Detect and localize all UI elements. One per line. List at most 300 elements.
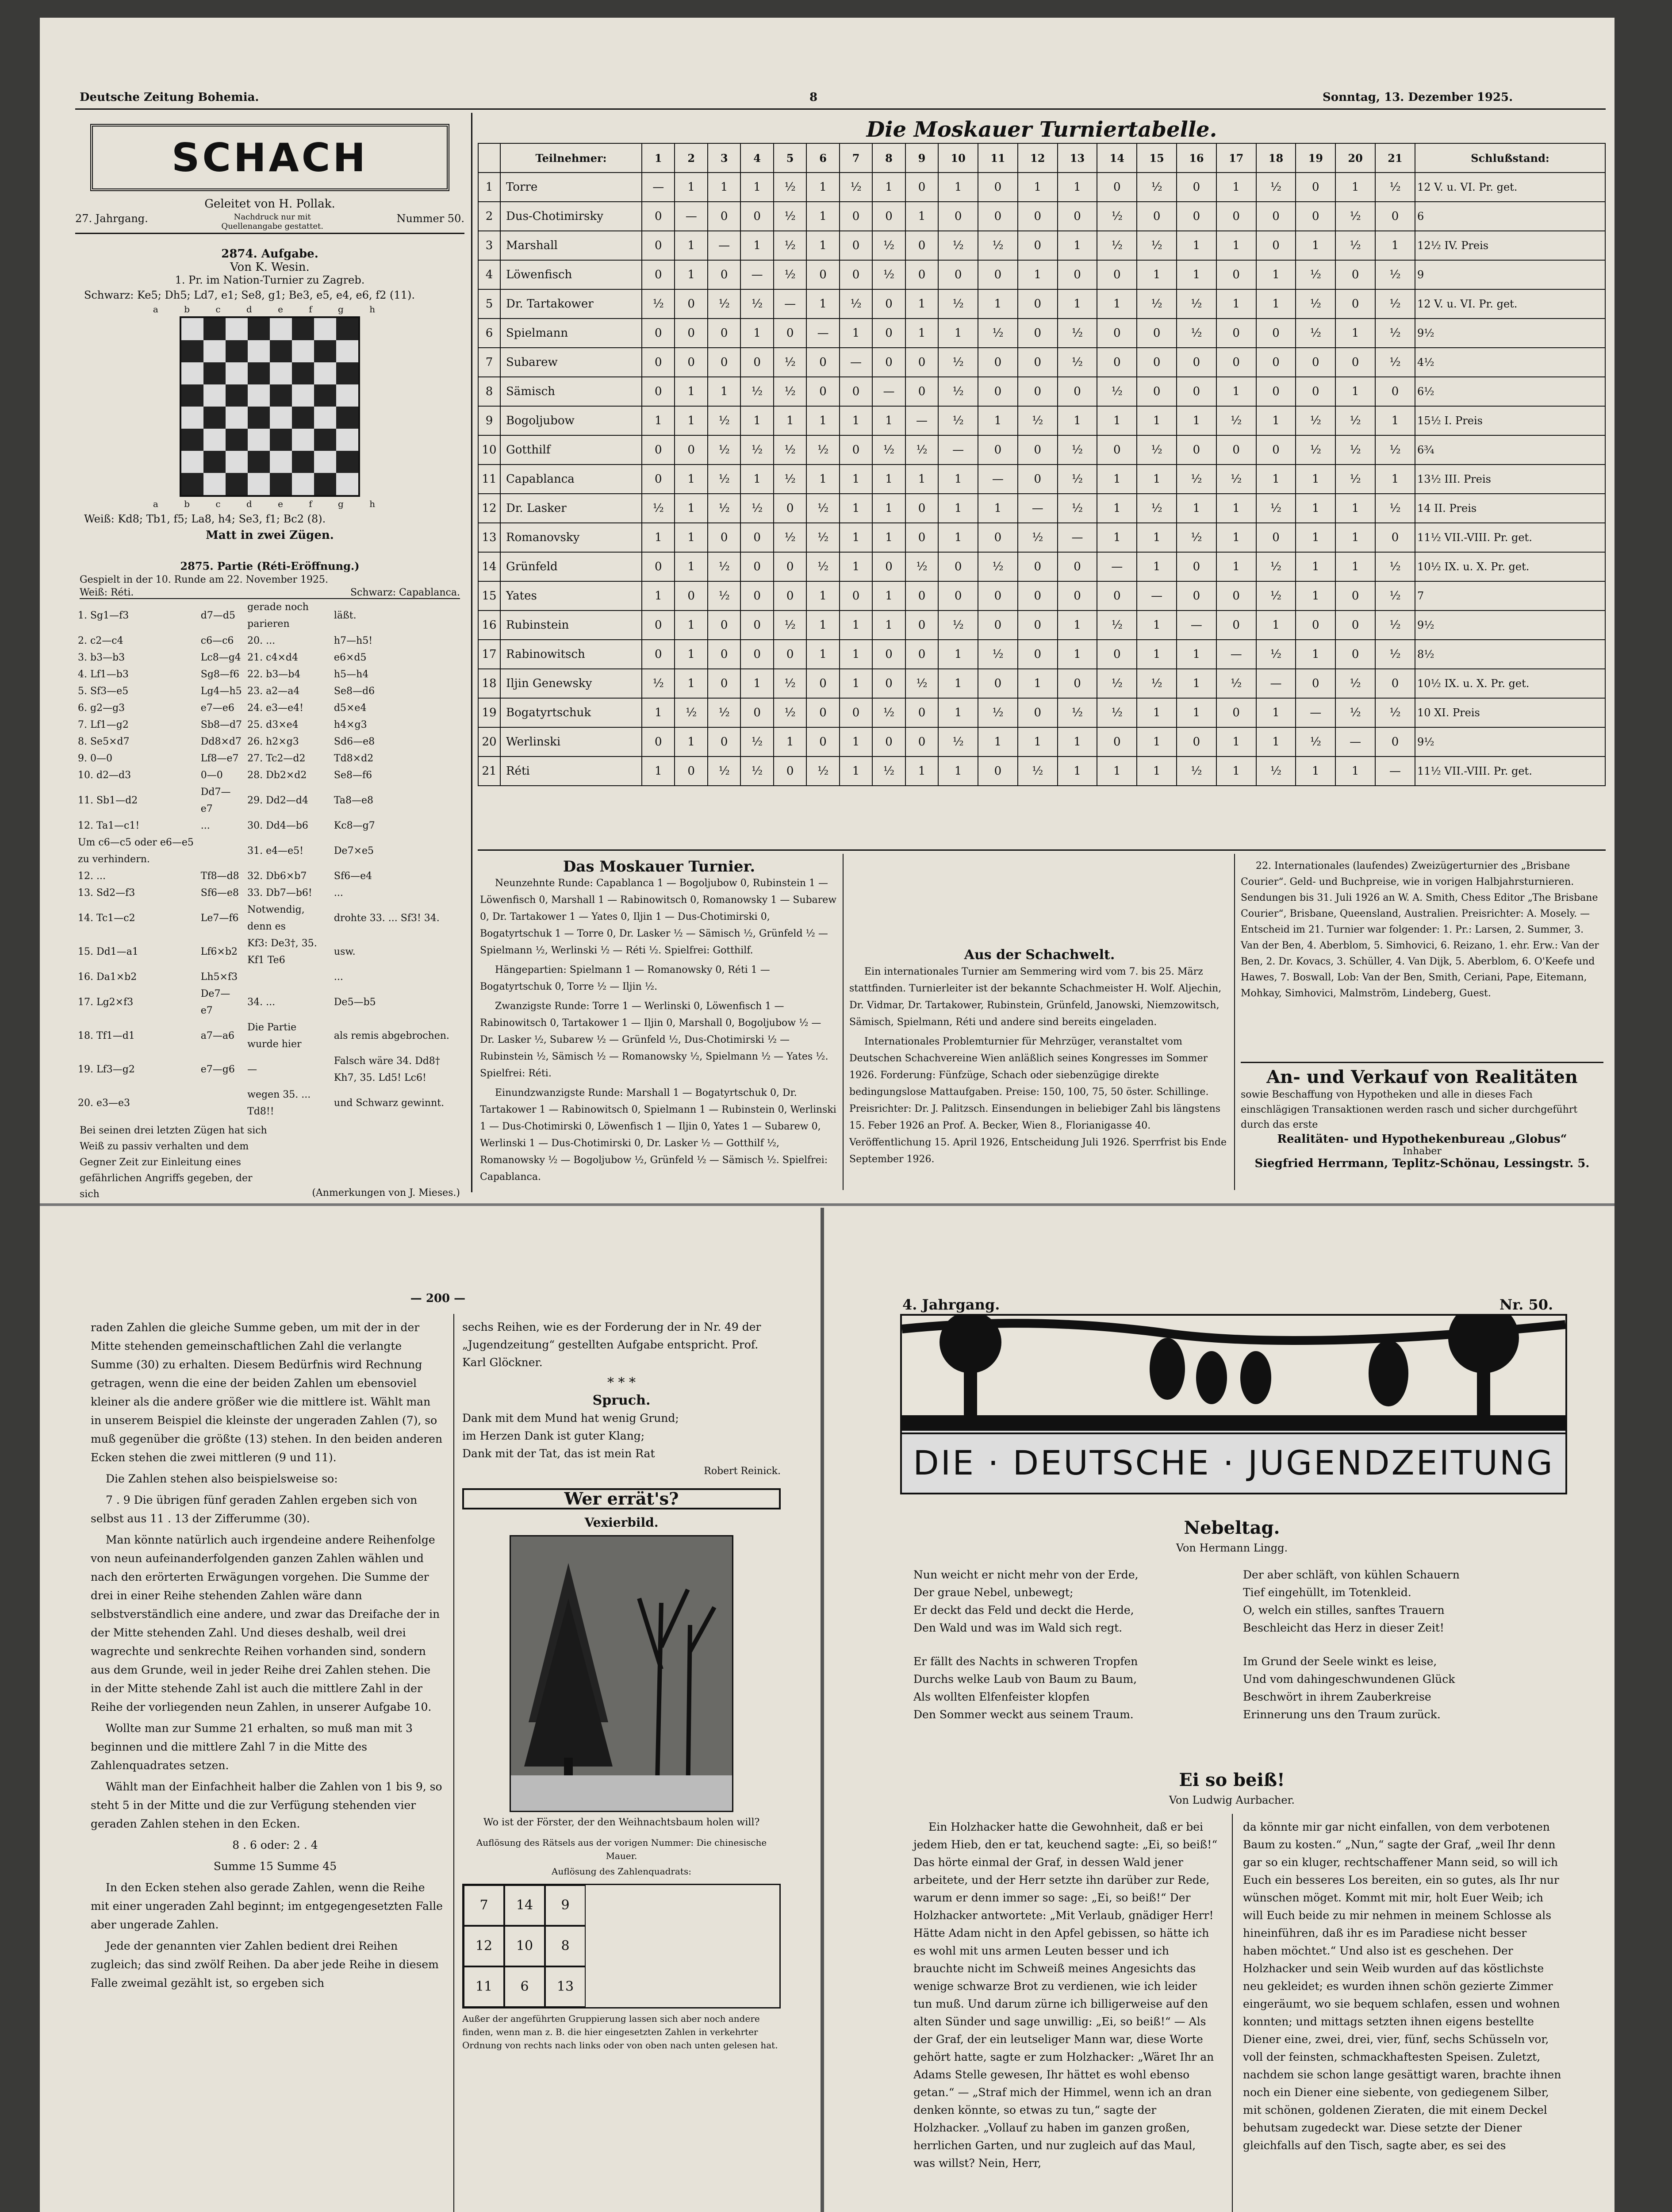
result-cell: 1 (1296, 640, 1335, 669)
board-square (248, 407, 270, 429)
board-square (270, 362, 292, 384)
result-cell: 0 (840, 377, 872, 406)
result-cell: 0 (1335, 348, 1375, 377)
result-cell: 1 (740, 465, 773, 494)
result-cell: ½ (872, 698, 905, 727)
result-cell: ½ (1335, 231, 1375, 260)
result-cell: 0 (1375, 669, 1415, 698)
result-cell: 0 (872, 640, 905, 669)
board-square (248, 384, 270, 407)
result-cell: 1 (1256, 260, 1296, 289)
result-cell: 0 (1256, 202, 1296, 231)
board-files-top: a b c d e f g h (153, 304, 387, 315)
result-cell: ½ (1296, 260, 1335, 289)
result-cell: 0 (978, 435, 1018, 465)
result-cell: 1 (1097, 465, 1137, 494)
result-cell: 0 (840, 581, 872, 611)
magic-square-cell: 6 (504, 1966, 545, 2007)
result-cell: 0 (708, 202, 740, 231)
result-cell: 1 (1256, 698, 1296, 727)
spruch-line-1: Dank mit dem Mund hat wenig Grund; (462, 1412, 679, 1425)
result-cell: 0 (905, 494, 938, 523)
result-cell: ½ (938, 611, 978, 640)
result-cell: 0 (905, 231, 938, 260)
schach-nummer: Nummer 50. (396, 212, 464, 225)
result-cell: 1 (740, 231, 773, 260)
result-cell: ½ (1335, 698, 1375, 727)
table-row (478, 319, 1605, 348)
move-cell: Sg8—f6 (200, 669, 240, 680)
turnier-round-21: Einundzwanzigste Runde: Marshall 1 — Bogatyrtschuk 0, Dr. Tartakower 1 — Rabinowitsch 0, Spielmann 1 — Rubinstein 0, Werlinski 1 — Dus-Chotimirski 0, Löwenfisch 1 — Iljin 0, Yates 1 — Subarew 0, Werlinski 1 — Dus-Chotimirski 0, Dr. Lasker ½ — Gotthilf ½, Romanowsky ½ — Bogoljubow ½, Grünfeld ½ — Sämisch ½. Spielfrei: Capablanca. (480, 1087, 836, 1183)
header-date: Sonntag, 13. Dezember 1925. (1323, 91, 1513, 104)
result-cell: ½ (774, 260, 806, 289)
move-cell: gerade noch parieren (247, 602, 309, 630)
result-cell: 0 (1335, 289, 1375, 319)
chess-board (180, 316, 360, 497)
board-square (336, 407, 358, 429)
tournament-table (478, 143, 1606, 786)
result-cell: ½ (978, 640, 1018, 669)
move-cell: Td8×d2 (334, 753, 374, 764)
result-cell: ½ (1375, 640, 1415, 669)
result-cell: 0 (840, 698, 872, 727)
result-cell: 0 (1018, 202, 1058, 231)
result-cell: 1 (1335, 494, 1375, 523)
magic-square-cell: 13 (545, 1966, 586, 2007)
board-square (248, 318, 270, 340)
row-number: 15 (478, 581, 500, 611)
result-cell: 0 (740, 523, 773, 552)
result-cell: ½ (1375, 289, 1415, 319)
wer-errats-box: Wer errät's? (462, 1488, 781, 1509)
result-cell: 0 (840, 202, 872, 231)
final-standing: 10½ IX. u. X. Pr. get. (1415, 669, 1605, 698)
result-cell: 0 (708, 260, 740, 289)
result-cell: 1 (938, 523, 978, 552)
result-cell: 1 (675, 640, 707, 669)
newspaper-page (40, 18, 1614, 2212)
move-cell: 20. e3—e3 (78, 1098, 130, 1109)
row-number: 13 (478, 523, 500, 552)
board-square (314, 451, 336, 473)
result-cell: ½ (1335, 669, 1375, 698)
result-cell: 1 (806, 640, 839, 669)
result-cell: 0 (1335, 581, 1375, 611)
result-cell: — (1018, 494, 1058, 523)
result-cell: 1 (938, 173, 978, 202)
result-cell: 1 (978, 494, 1018, 523)
result-cell: ½ (740, 494, 773, 523)
round-col-header: 8 (872, 143, 905, 173)
result-cell: ½ (708, 581, 740, 611)
result-cell: 1 (1058, 231, 1097, 260)
result-cell: 0 (774, 581, 806, 611)
board-square (203, 451, 226, 473)
move-cell: Sb8—d7 (200, 719, 242, 730)
board-square (314, 340, 336, 362)
result-cell: ½ (675, 698, 707, 727)
move-cell: Kc8—g7 (334, 820, 375, 831)
poem-line: Den Wald und was im Wald sich regt. (913, 1621, 1123, 1634)
story-col-right (1243, 1818, 1561, 2157)
result-cell: ½ (1058, 494, 1097, 523)
vexierbild-title: Vexierbild. (584, 1515, 659, 1530)
move-cell: ... (334, 887, 343, 899)
result-cell: — (708, 231, 740, 260)
result-cell: ½ (708, 406, 740, 435)
move-cell: usw. (334, 946, 356, 957)
result-cell: 1 (1296, 581, 1335, 611)
move-cell: e7—g6 (200, 1064, 235, 1075)
result-cell: 0 (1216, 260, 1256, 289)
result-cell: 0 (1137, 348, 1177, 377)
result-cell: ½ (1375, 698, 1415, 727)
result-cell: ½ (774, 348, 806, 377)
move-cell: ... (334, 972, 343, 983)
article-p3: 7 . 9 Die übrigen fünf geraden Zahlen ergeben sich von selbst aus 11 . 13 der Zifferumme (30). (91, 1494, 418, 1525)
result-cell: 0 (806, 669, 839, 698)
result-cell: 1 (938, 465, 978, 494)
result-cell: 0 (1058, 377, 1097, 406)
result-cell: 0 (938, 202, 978, 231)
move-row (75, 784, 464, 818)
result-cell: 1 (978, 406, 1018, 435)
result-cell: ½ (1335, 465, 1375, 494)
participant-name: Subarew (500, 348, 642, 377)
round-col-header: 18 (1256, 143, 1296, 173)
result-cell: 0 (806, 260, 839, 289)
result-cell: 0 (708, 640, 740, 669)
participant-name: Rubinstein (500, 611, 642, 640)
result-cell: 1 (938, 698, 978, 727)
problem-source: 1. Pr. im Nation-Turnier zu Zagreb. (175, 274, 365, 286)
result-cell: ½ (1256, 581, 1296, 611)
result-cell: 1 (675, 260, 707, 289)
result-cell: ½ (1256, 173, 1296, 202)
move-cell: d5×e4 (334, 703, 367, 714)
result-cell: ½ (1177, 289, 1216, 319)
row-number: 11 (478, 465, 500, 494)
move-cell: Lf8—e7 (200, 753, 239, 764)
schach-copyright: Nachdruck nur mit Quellenangabe gestattet. (221, 212, 323, 231)
magic-square-cell: 8 (545, 1926, 586, 1966)
table-row (478, 757, 1605, 786)
result-cell: 0 (1137, 319, 1177, 348)
result-cell: 1 (675, 231, 707, 260)
move-cell: e7—e6 (200, 703, 234, 714)
round-col-header: 9 (905, 143, 938, 173)
result-cell: 0 (708, 727, 740, 757)
poem-line: Und vom dahingeschwundenen Glück (1243, 1673, 1455, 1686)
move-row (75, 683, 464, 700)
result-cell: ½ (774, 173, 806, 202)
result-cell: ½ (978, 552, 1018, 581)
result-cell: 1 (1097, 289, 1137, 319)
result-cell: 1 (675, 406, 707, 435)
move-cell: Ta8—e8 (334, 795, 374, 806)
header-left: Deutsche Zeitung Bohemia. (80, 91, 259, 104)
result-cell: ½ (1137, 669, 1177, 698)
result-cell: 1 (978, 289, 1018, 319)
result-cell: 1 (872, 494, 905, 523)
schach-logo: SCHACH (172, 134, 368, 180)
article-p8: Summe 15 Summe 45 (213, 1860, 337, 1873)
move-row (75, 885, 464, 902)
board-square (292, 407, 314, 429)
result-cell: 1 (1097, 757, 1137, 786)
move-cell: 15. Dd1—a1 (78, 946, 138, 957)
result-cell: ½ (1058, 348, 1097, 377)
result-cell: ½ (1058, 698, 1097, 727)
move-cell: h4×g3 (334, 719, 367, 730)
result-cell: 1 (1375, 465, 1415, 494)
result-cell: 1 (1296, 757, 1335, 786)
board-square (203, 473, 226, 495)
result-cell: 0 (1097, 319, 1137, 348)
move-row (75, 1019, 464, 1053)
game-note: Bei seinen drei letzten Zügen hat sich Weiß zu passiv verhalten und dem Gegner Zeit zur Einleitung eines gefährlichen Angriffs gegeben, der sich (80, 1125, 267, 1200)
move-row (75, 834, 464, 868)
final-standing: 7 (1415, 581, 1605, 611)
result-cell: ½ (1018, 523, 1058, 552)
result-cell: ½ (740, 289, 773, 319)
board-square (336, 473, 358, 495)
result-cell: ½ (806, 552, 839, 581)
move-cell: Dd7—e7 (200, 787, 231, 814)
result-cell: 1 (1058, 727, 1097, 757)
result-cell: 1 (1018, 260, 1058, 289)
result-cell: — (905, 406, 938, 435)
ad-owner: Siegfried Herrmann, Teplitz-Schönau, Lessingstr. 5. (1254, 1157, 1590, 1170)
round-col-header: 6 (806, 143, 839, 173)
board-square (270, 473, 292, 495)
result-cell: 1 (1216, 552, 1256, 581)
result-cell: 0 (774, 757, 806, 786)
result-cell: ½ (905, 435, 938, 465)
result-cell: 1 (740, 173, 773, 202)
result-cell: ½ (806, 523, 839, 552)
poem-title: Nebeltag. (1184, 1517, 1280, 1538)
participant-name: Capablanca (500, 465, 642, 494)
game-white: Weiß: Réti. (80, 587, 134, 598)
move-row (75, 1087, 464, 1120)
winter-forest-illustration (511, 1536, 732, 1811)
table-row (478, 377, 1605, 406)
result-cell: 1 (774, 406, 806, 435)
move-cell: 0—0 (200, 770, 223, 781)
result-cell: 1 (1375, 406, 1415, 435)
result-cell: 0 (740, 202, 773, 231)
result-cell: — (840, 348, 872, 377)
participant-name: Iljin Genewsky (500, 669, 642, 698)
game-played: Gespielt in der 10. Runde am 22. November 1925. (80, 574, 329, 585)
problem-mate: Matt in zwei Zügen. (206, 529, 334, 542)
board-square (203, 362, 226, 384)
result-cell: 0 (642, 377, 675, 406)
final-standing: 15½ I. Preis (1415, 406, 1605, 435)
result-cell: 1 (938, 640, 978, 669)
silhouette-children-icon (902, 1316, 1565, 1431)
final-standing: 6¾ (1415, 435, 1605, 465)
result-cell: ½ (1256, 757, 1296, 786)
row-number: 16 (478, 611, 500, 640)
poem-line: Nun weicht er nicht mehr von der Erde, (913, 1568, 1139, 1581)
board-square (270, 429, 292, 451)
result-cell: 0 (740, 640, 773, 669)
round-col-header: 1 (642, 143, 675, 173)
row-number: 6 (478, 319, 500, 348)
result-cell: ½ (1177, 319, 1216, 348)
move-cell: 28. Db2×d2 (247, 770, 307, 781)
result-cell: 0 (1256, 348, 1296, 377)
final-standing: 10 XI. Preis (1415, 698, 1605, 727)
result-cell: 1 (1137, 465, 1177, 494)
result-cell: 1 (1097, 406, 1137, 435)
row-number: 7 (478, 348, 500, 377)
move-cell: De7—e7 (200, 988, 230, 1016)
result-cell: 0 (905, 581, 938, 611)
table-row (478, 231, 1605, 260)
story-col-left (913, 1818, 1219, 2175)
move-cell (198, 834, 245, 868)
result-cell: ½ (1375, 173, 1415, 202)
result-cell: ½ (978, 231, 1018, 260)
spruch-author: Robert Reinick. (704, 1466, 781, 1477)
result-cell: 0 (806, 727, 839, 757)
poem-author: Von Hermann Lingg. (1176, 1542, 1288, 1554)
result-cell: 0 (1216, 319, 1256, 348)
result-cell: 1 (978, 727, 1018, 757)
result-cell: 0 (1018, 435, 1058, 465)
move-cell: 23. a2—a4 (247, 686, 300, 697)
move-row (75, 700, 464, 717)
result-cell: 1 (1216, 231, 1256, 260)
result-cell: 0 (905, 698, 938, 727)
result-cell: 1 (675, 727, 707, 757)
result-cell: 0 (642, 348, 675, 377)
result-cell: ½ (774, 698, 806, 727)
result-cell: 0 (1177, 348, 1216, 377)
board-square (336, 340, 358, 362)
result-cell: 1 (1058, 173, 1097, 202)
board-square (181, 318, 203, 340)
result-cell: 0 (1296, 377, 1335, 406)
result-cell: 0 (1058, 202, 1097, 231)
final-standing: 13½ III. Preis (1415, 465, 1605, 494)
move-cell: als remis abgebrochen. (334, 1030, 449, 1041)
result-cell: 0 (1177, 202, 1216, 231)
result-cell: — (740, 260, 773, 289)
result-cell: 1 (675, 173, 707, 202)
result-cell: ½ (774, 377, 806, 406)
poem-line: Als wollten Elfenfeister klopfen (913, 1690, 1090, 1703)
magic-square (462, 1884, 781, 2008)
result-cell: ½ (708, 494, 740, 523)
result-cell: 1 (1058, 611, 1097, 640)
result-cell: 0 (978, 757, 1018, 786)
result-cell: — (675, 202, 707, 231)
move-cell: 16. Da1×b2 (78, 972, 137, 983)
board-square (336, 451, 358, 473)
poem-line: Durchs welke Laub von Baum zu Baum, (913, 1673, 1137, 1686)
result-cell: 0 (642, 465, 675, 494)
result-cell: — (642, 173, 675, 202)
board-square (292, 429, 314, 451)
board-square (181, 473, 203, 495)
participant-name: Spielmann (500, 319, 642, 348)
table-row (478, 640, 1605, 669)
move-cell: Lg4—h5 (200, 686, 242, 697)
result-cell: 0 (1018, 640, 1058, 669)
board-square (270, 407, 292, 429)
result-cell: 1 (1335, 173, 1375, 202)
result-cell: 0 (840, 260, 872, 289)
result-cell: 0 (1018, 231, 1058, 260)
result-cell: 0 (1177, 727, 1216, 757)
result-cell: ½ (905, 669, 938, 698)
result-cell: — (1097, 552, 1137, 581)
move-cell: c6—c6 (200, 635, 234, 646)
move-cell: Notwendig, denn es (247, 904, 305, 932)
board-square (248, 451, 270, 473)
result-cell: 0 (1335, 611, 1375, 640)
result-cell: ½ (1256, 494, 1296, 523)
move-cell: Lc8—g4 (200, 652, 241, 663)
vexierbild-image (510, 1535, 733, 1812)
board-square (226, 429, 248, 451)
board-square (203, 429, 226, 451)
result-cell: 1 (1137, 260, 1177, 289)
result-cell: 0 (1097, 435, 1137, 465)
board-square (226, 407, 248, 429)
magic-square-cell: 10 (504, 1926, 545, 1966)
story-left-text: Ein Holzhacker hatte die Gewohnheit, daß er bei jedem Hieb, den er tat, keuchend sagte: „Ei, so beiß!“ Das hörte einmal der Graf, in dessen Wald jener arbeitete, und der Herr setzte ihn darüber zur Rede, warum er denn immer so sage: „Ei, so beiß!“ Der Holzhacker antwortete: „Mit Verlaub, gnädiger Herr! Hätte Adam nicht in den Apfel gebissen, so hätte ich es wohl mit uns armen Leuten besser und ich brauchte nicht im Schweiß meines Angesichts das wenige schwarze Brot zu verdienen, wie ich leider tun muß. Und darum zürne ich billigerweise auf den alten Sünder und sage unwillig: „Ei, so beiß!“ — Als der Graf, der ein leutseliger Mann war, diese Worte gehört hatte, sagte er zum Holzhacker: „Wäret Ihr an Adams Stelle gewesen, Ihr hättet es wohl ebenso getan.“ — „Straf mich der Himmel, wenn ich an dran denken könnte, so etwas zu tun,“ sagte der Holzhacker. „Vollauf zu haben im ganzen großen, herrlichen Garten, und nur zugleich auf das Maul, was willst? Nein, Herr, (913, 1820, 1218, 2170)
result-cell: 0 (872, 552, 905, 581)
result-cell: 0 (840, 231, 872, 260)
round-col-header: 13 (1058, 143, 1097, 173)
result-cell: 1 (675, 494, 707, 523)
result-cell: 1 (806, 173, 839, 202)
result-cell: ½ (806, 435, 839, 465)
board-square (292, 340, 314, 362)
result-cell: 0 (872, 289, 905, 319)
schachwelt (849, 858, 1230, 1171)
result-cell: 0 (978, 581, 1018, 611)
result-cell: 1 (840, 757, 872, 786)
move-cell: h7—h5! (334, 635, 373, 646)
final-standing: 9½ (1415, 727, 1605, 757)
move-cell: e6×d5 (334, 652, 367, 663)
result-cell: 0 (872, 669, 905, 698)
result-cell: 0 (806, 698, 839, 727)
result-cell: 1 (1137, 757, 1177, 786)
round-col-header: 19 (1296, 143, 1335, 173)
result-cell: ½ (938, 377, 978, 406)
result-cell: 1 (938, 319, 978, 348)
row-number: 4 (478, 260, 500, 289)
result-cell: 1 (938, 757, 978, 786)
result-cell: — (806, 319, 839, 348)
participant-name: Löwenfisch (500, 260, 642, 289)
participant-name: Dr. Tartakower (500, 289, 642, 319)
result-cell: 1 (1335, 552, 1375, 581)
result-cell: 1 (675, 669, 707, 698)
result-cell: 0 (1216, 202, 1256, 231)
result-cell: 0 (740, 552, 773, 581)
game-title: 2875. Partie (Réti-Eröffnung.) (180, 560, 360, 572)
result-cell: 1 (1335, 377, 1375, 406)
problem-white: Weiß: Kd8; Tb1, f5; La8, h4; Se3, f1; Bc2 (8). (84, 513, 326, 525)
